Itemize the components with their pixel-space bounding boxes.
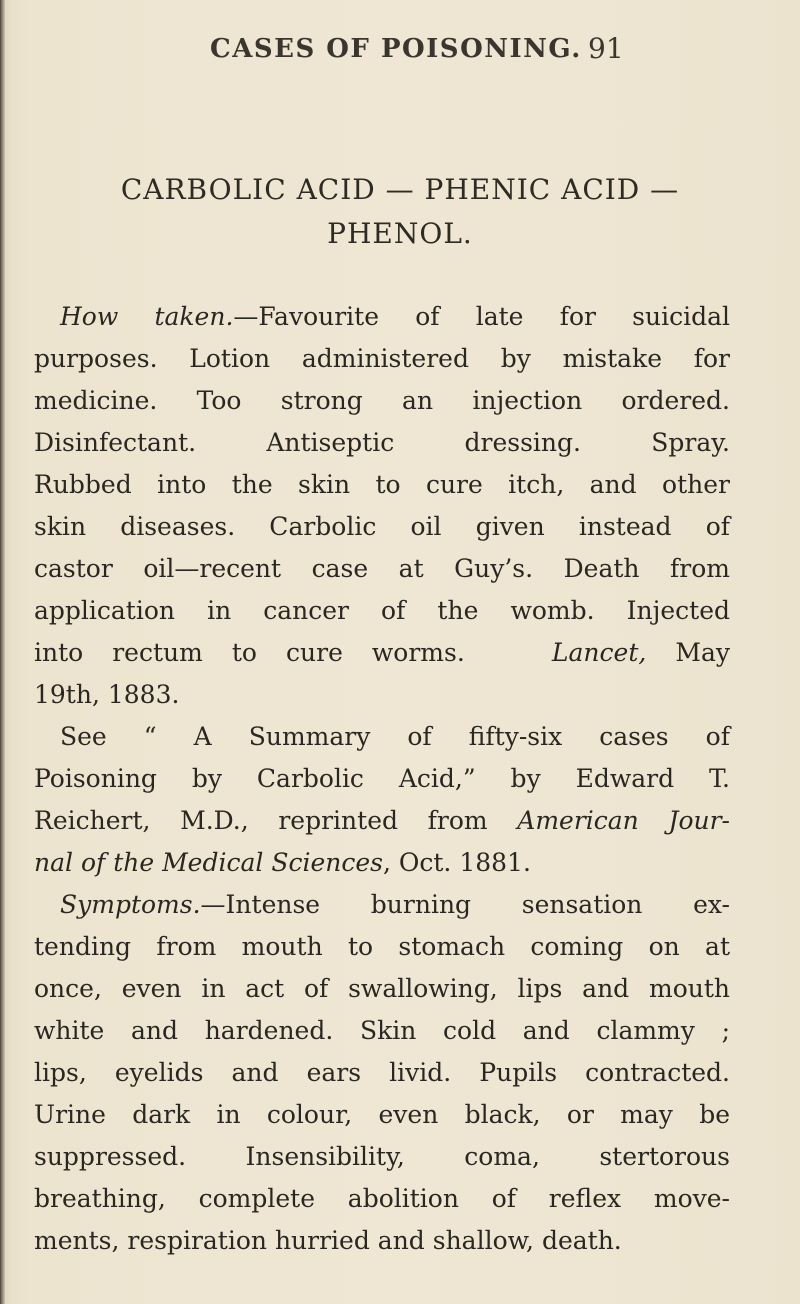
para2-line-1: See “ A Summary of fifty-six cases of [60, 722, 730, 751]
para1-line-3: medicine. Too strong an injection ordered. [34, 386, 730, 415]
journal-title-part-1: American Jour- [517, 806, 730, 835]
para3-line-7: suppressed. Insensibility, coma, stertorous [34, 1142, 730, 1171]
para2-line-4: nal of the Medical Sciences, Oct. 1881. [34, 848, 531, 877]
para3-label: Symptoms. [60, 890, 201, 919]
section-title-line-1: CARBOLIC ACID — PHENIC ACID — [120, 173, 680, 206]
para1-label: How taken. [60, 302, 234, 331]
para3-line-9: ments, respiration hurried and shallow, death. [34, 1226, 622, 1255]
body-text [34, 296, 730, 1262]
para1-line-7: castor oil—recent case at Guy’s. Death from [34, 554, 730, 583]
para1-line-9: into rectum to cure worms. Lancet, May [34, 638, 730, 667]
para3-line-1: Symptoms.—Intense burning sensation ex- [60, 890, 730, 919]
para2-line-2: Poisoning by Carbolic Acid,” by Edward T. [34, 764, 730, 793]
para3-line-3: once, even in act of swallowing, lips and mouth [34, 974, 730, 1003]
para1-line-6: skin diseases. Carbolic oil given instead of [34, 512, 730, 541]
para1-line-10: 19th, 1883. [34, 680, 180, 709]
para1-line-1: How taken.—Favourite of late for suicidal [60, 302, 730, 331]
page-edge [0, 0, 5, 1304]
page-number: 91 [588, 32, 624, 65]
running-title: CASES OF POISONING. [210, 34, 582, 64]
para2-line-3: Reichert, M.D., reprinted from American Jour- [34, 806, 730, 835]
journal-title-part-2: nal of the Medical Sciences [34, 848, 383, 877]
para3-line-2: tending from mouth to stomach coming on at [34, 932, 730, 961]
para3-line-5: lips, eyelids and ears livid. Pupils contracted. [34, 1058, 730, 1087]
section-title [30, 168, 770, 256]
para3-line-4: white and hardened. Skin cold and clammy ; [34, 1016, 730, 1045]
running-header [40, 34, 760, 74]
para1-line-8: application in cancer of the womb. Injected [34, 596, 730, 625]
para3-line-8: breathing, complete abolition of reflex move- [34, 1184, 730, 1213]
para1-line-5: Rubbed into the skin to cure itch, and other [34, 470, 730, 499]
para1-line-4: Disinfectant. Antiseptic dressing. Spray. [34, 428, 730, 457]
section-title-line-2: PHENOL. [327, 217, 473, 250]
journal-citation: Lancet, [551, 638, 647, 667]
para3-line-6: Urine dark in colour, even black, or may be [34, 1100, 730, 1129]
para1-line-2: purposes. Lotion administered by mistake for [34, 344, 730, 373]
